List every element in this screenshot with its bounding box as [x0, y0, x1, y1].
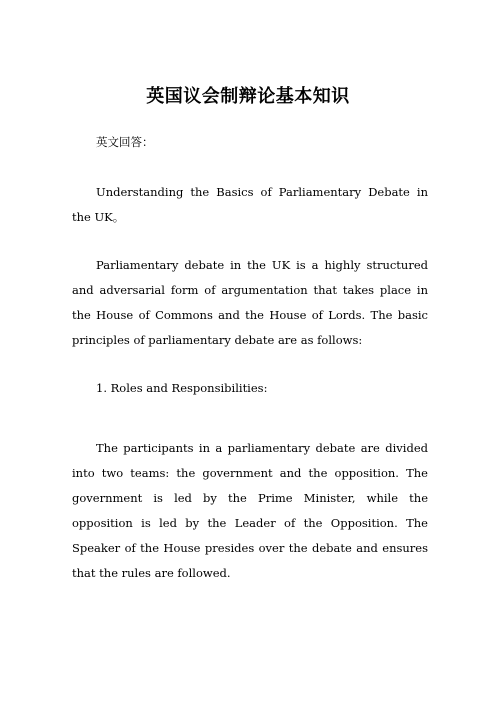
intro-paragraph: Parliamentary debate in the UK is a highly structured and adversarial form of argumentation that takes place in the House of Commons and the House of Lords. The basic principles of parliamentary debate are as follows: [72, 258, 428, 347]
document-title: 英国议会制辩论基本知识 [146, 86, 350, 107]
section-heading: 1. Roles and Responsibilities: [96, 381, 268, 395]
answer-label: 英文回答： [96, 135, 154, 149]
roles-paragraph: The participants in a parliamentary debate are divided into two teams: the government and the opposition. The government is led by the Prime Minister, while the opposition is led by the Leader of the Opposition. The Speaker of the House presides over the debate and ensures that the rules are followed. [72, 441, 428, 580]
document-subtitle: Understanding the Basics of Parliamentary Debate in the UK。 [72, 185, 428, 224]
